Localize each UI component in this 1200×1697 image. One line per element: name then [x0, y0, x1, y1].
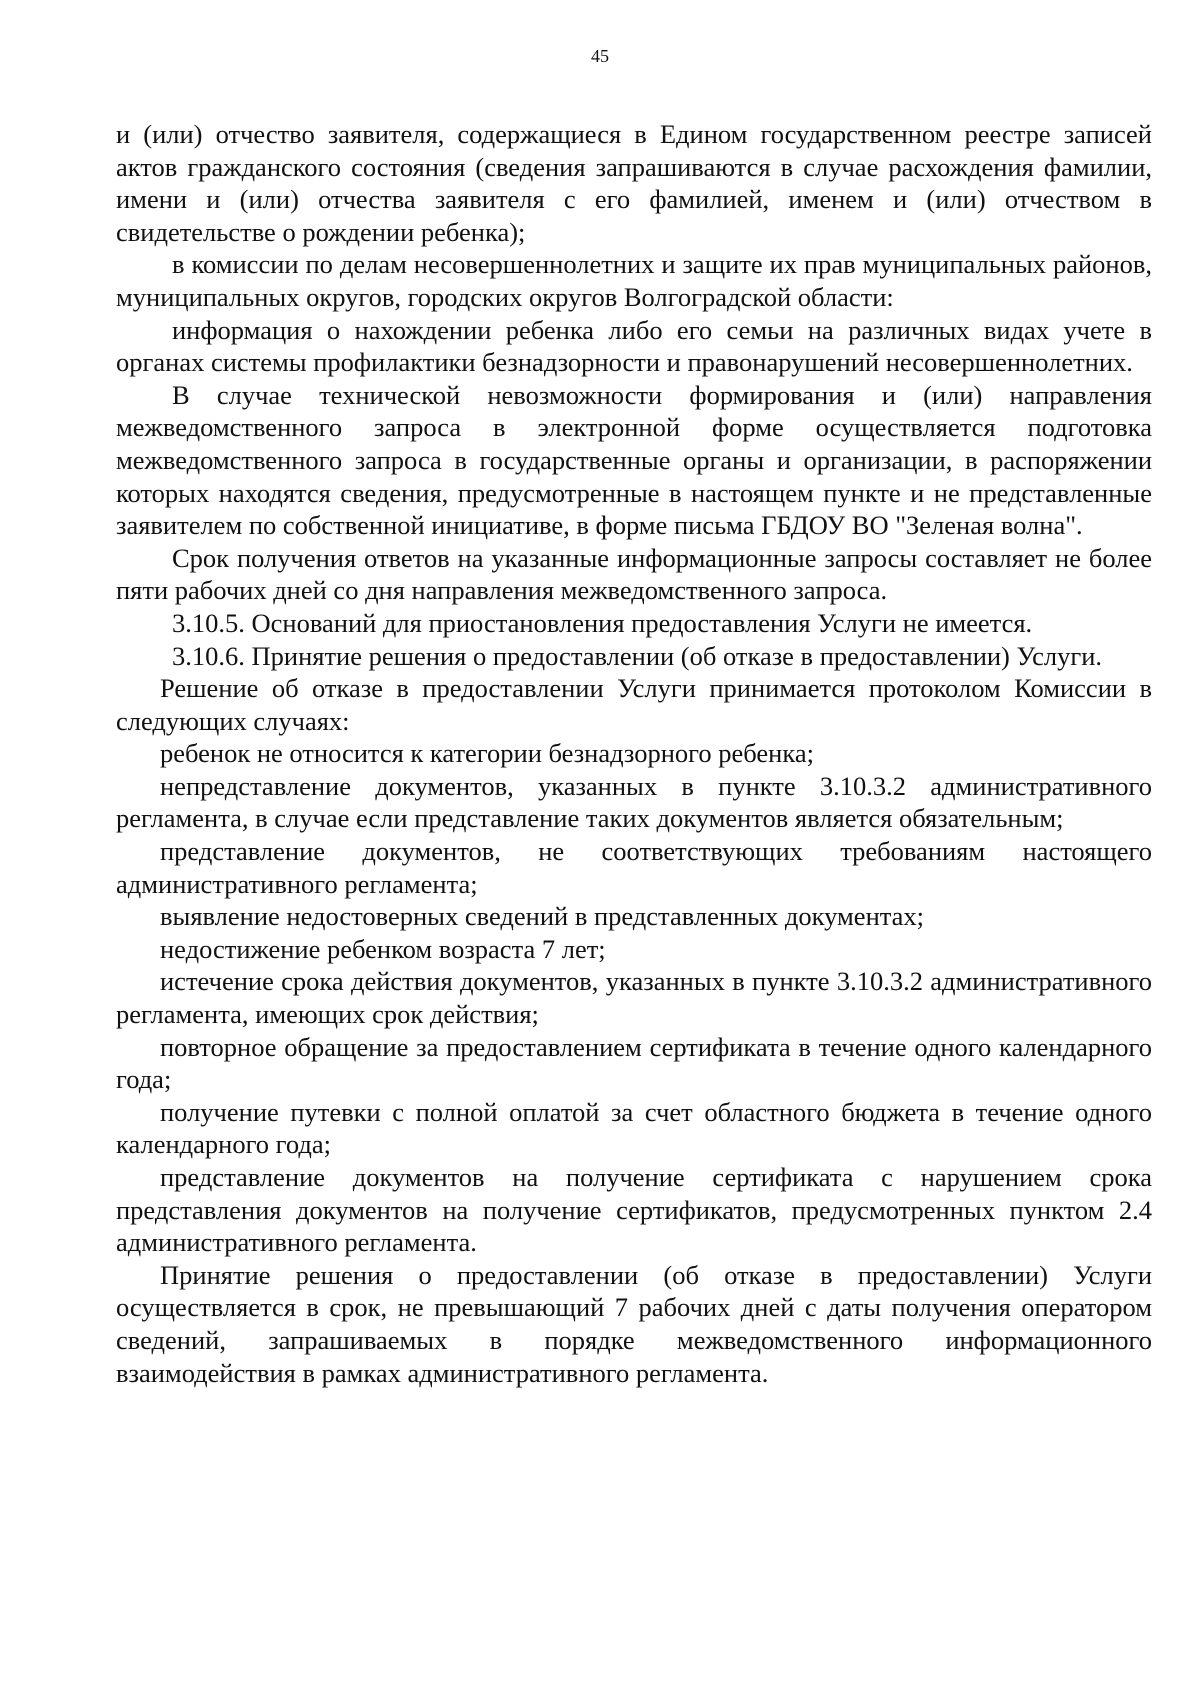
- paragraph-8: Решение об отказе в предоставлении Услуги принимается протоколом Комиссии в следующих случаях:: [116, 673, 1152, 736]
- list-item-2: непредставление документов, указанных в пункте 3.10.3.2 административного регламента, в случае если представление таких документов является обязательным;: [116, 770, 1152, 834]
- list-item-1: ребенок не относится к категории безнадзорного ребенка;: [160, 738, 814, 769]
- paragraph-2: в комиссии по делам несовершеннолетних и защите их прав муниципальных районов, муниципальных округов, городских округов Волгоградской области:: [116, 249, 1152, 312]
- list-item-6: истечение срока действия документов, указанных в пункте 3.10.3.2 административного регламента, имеющих срок действия;: [116, 966, 1152, 1030]
- list-item-5: недостижение ребенком возраста 7 лет;: [160, 933, 606, 964]
- paragraph-final: Принятие решения о предоставлении (об отказе в предоставлении) Услуги осуществляется в срок, не превышающий 7 рабочих дней с даты получения оператором сведений, запрашиваемых в порядке межведомственного информационного взаимодействия в рамках административного регламента.: [116, 1259, 1152, 1388]
- list-item-7: повторное обращение за предоставлением сертификата в течение одного календарного года;: [116, 1031, 1152, 1095]
- list-item-9: представление документов на получение сертификата с нарушением срока представления документов на получение сертификатов, предусмотренных пунктом 2.4 административного регламента.: [116, 1162, 1152, 1258]
- paragraph-6: 3.10.5. Оснований для приостановления предоставления Услуги не имеется.: [172, 607, 1033, 638]
- paragraph-7: 3.10.6. Принятие решения о предоставлении (об отказе в предоставлении) Услуги.: [172, 640, 1102, 671]
- list-item-8: получение путевки с полной оплатой за счет областного бюджета в течение одного календарного года;: [116, 1096, 1152, 1160]
- paragraph-4: В случае технической невозможности формирования и (или) направления межведомственного запроса в электронной форме осуществляется подготовка межведомственного запроса в государственные органы и организации, в распоряжении которых находятся сведения, предусмотренные в настоящем пункте и не представленные заявителем по собственной инициативе, в форме письма ГБДОУ ВО "Зеленая волна".: [116, 379, 1152, 541]
- paragraph-5: Срок получения ответов на указанные информационные запросы составляет не более пяти рабочих дней со дня направления межведомственного запроса.: [116, 542, 1152, 606]
- page-number: 45: [591, 46, 609, 66]
- paragraph-3: информация о нахождении ребенка либо его семьи на различных видах учете в органах системы профилактики безнадзорности и правонарушений несовершеннолетних.: [116, 314, 1152, 378]
- list-item-4: выявление недостоверных сведений в представленных документах;: [160, 901, 925, 932]
- list-item-3: представление документов, не соответствующих требованиям настоящего административного регламента;: [116, 836, 1152, 899]
- paragraph-1: и (или) отчество заявителя, содержащиеся в Едином государственном реестре записей актов гражданского состояния (сведения запрашиваются в случае расхождения фамилии, имени и (или) отчества заявителя с его фамилией, именем и (или) отчеством в свидетельстве о рождении ребенка);: [116, 119, 1152, 247]
- document-body: [116, 118, 1152, 1389]
